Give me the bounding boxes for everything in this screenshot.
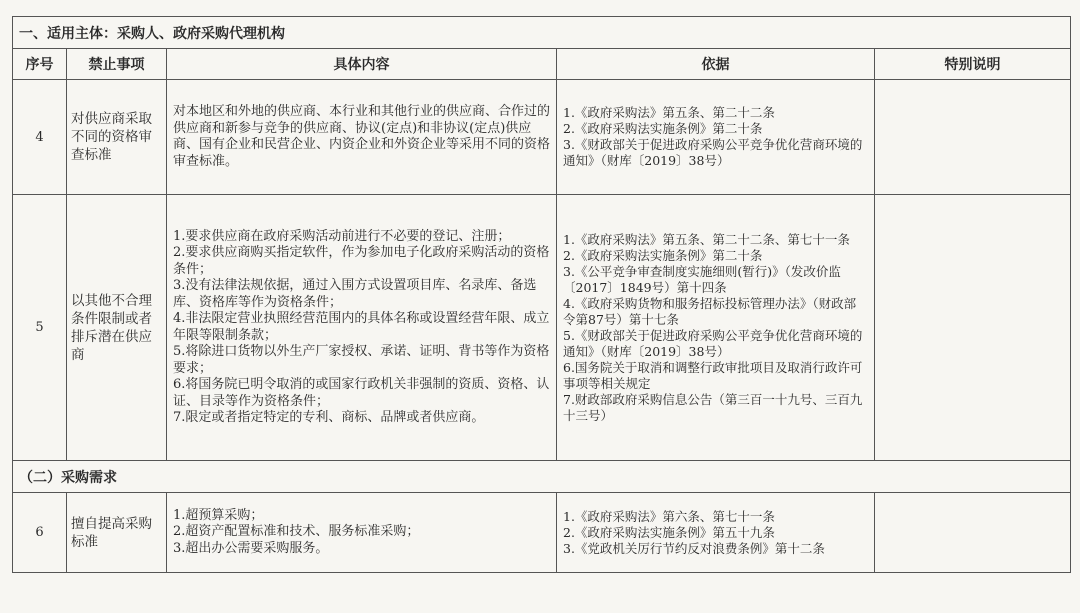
row-basis — [557, 195, 875, 461]
header-note: 特别说明 — [875, 49, 1071, 80]
section-header-row — [13, 461, 1071, 493]
row-content — [167, 493, 557, 573]
content-line: 2.超资产配置标准和技术、服务标准采购； — [173, 524, 420, 540]
row-number: 5 — [13, 195, 67, 461]
row-content — [167, 195, 557, 461]
section2-title: （二）采购需求 — [13, 461, 1071, 493]
basis-line: 5.《财政部关于促进政府采购公平竞争优化营商环境的通知》（财库〔2019〕38号） — [563, 327, 863, 359]
content-line: 7.限定或者指定特定的专利、商标、品牌或者供应商。 — [173, 410, 485, 425]
row-item: 对供应商采取不同的资格审查标准 — [67, 80, 167, 195]
basis-line: 7.财政部政府采购信息公告（第三百一十九号、三百九十三号） — [563, 391, 863, 423]
row-number: 4 — [13, 80, 67, 195]
column-header-row — [13, 49, 1071, 80]
row-note — [875, 80, 1071, 195]
content-line: 6.将国务院已明令取消的或国家行政机关非强制的资质、资格、认证、目录等作为资格条件； — [173, 377, 550, 409]
basis-line: 1.《政府采购法》第五条、第二十二条、第七十一条 — [563, 231, 850, 247]
content-line: 1.超预算采购； — [173, 507, 264, 523]
section-header-row — [13, 17, 1071, 49]
basis-line: 2.《政府采购法实施条例》第二十条 — [563, 121, 763, 136]
row-item: 以其他不合理条件限制或者排斥潜在供应商 — [67, 195, 167, 461]
basis-line: 2.《政府采购法实施条例》第五十九条 — [563, 524, 775, 540]
basis-line: 1.《政府采购法》第六条、第七十一条 — [563, 508, 775, 524]
basis-line: 4.《政府采购货物和服务招标投标管理办法》（财政部令第87号）第十七条 — [563, 295, 857, 327]
row-note — [875, 493, 1071, 573]
content-line: 5.将除进口货物以外生产厂家授权、承诺、证明、背书等作为资格要求； — [173, 344, 550, 376]
content-line: 2.要求供应商购买指定软件，作为参加电子化政府采购活动的资格条件； — [173, 245, 550, 277]
header-item: 禁止事项 — [67, 49, 167, 80]
header-no: 序号 — [13, 49, 67, 80]
basis-line: 2.《政府采购法实施条例》第二十条 — [563, 247, 763, 263]
table-row — [13, 80, 1071, 195]
row-basis — [557, 80, 875, 195]
content-line: 1.要求供应商在政府采购活动前进行不必要的登记、注册； — [173, 228, 511, 244]
content-line: 4.非法限定营业执照经营范围内的具体名称或设置经营年限、成立年限等限制条款； — [173, 311, 550, 343]
table-row — [13, 493, 1071, 573]
row-basis — [557, 493, 875, 573]
header-content: 具体内容 — [167, 49, 557, 80]
header-basis: 依据 — [557, 49, 875, 80]
basis-line: 3.《公平竞争审查制度实施细则(暂行)》（发改价监〔2017〕1849号）第十四条 — [563, 263, 841, 295]
content-line: 3.超出办公需要采购服务。 — [173, 540, 329, 556]
basis-line: 3.《财政部关于促进政府采购公平竞争优化营商环境的通知》（财库〔2019〕38号） — [563, 137, 863, 168]
basis-line: 6.国务院关于取消和调整行政审批项目及取消行政许可事项等相关规定 — [563, 359, 863, 391]
section1-title: 一、适用主体：采购人、政府采购代理机构 — [13, 17, 1071, 49]
row-item: 擅自提高采购标准 — [67, 493, 167, 573]
procurement-prohibition-table — [12, 16, 1071, 573]
content-line: 3.没有法律法规依据，通过入围方式设置项目库、名录库、备选库、资格库等作为资格条件； — [173, 278, 537, 310]
content-line: 对本地区和外地的供应商、本行业和其他行业的供应商、合作过的供应商和新参与竞争的供应商、协议(定点)和非协议(定点)供应商、国有企业和民营企业、内资企业和外资企业等采用不同的资格审查标准。 — [173, 104, 551, 169]
table-row — [13, 195, 1071, 461]
basis-line: 1.《政府采购法》第五条、第二十二条 — [563, 105, 775, 120]
row-content — [167, 80, 557, 195]
basis-line: 3.《党政机关厉行节约反对浪费条例》第十二条 — [563, 540, 825, 556]
row-note — [875, 195, 1071, 461]
row-number: 6 — [13, 493, 67, 573]
